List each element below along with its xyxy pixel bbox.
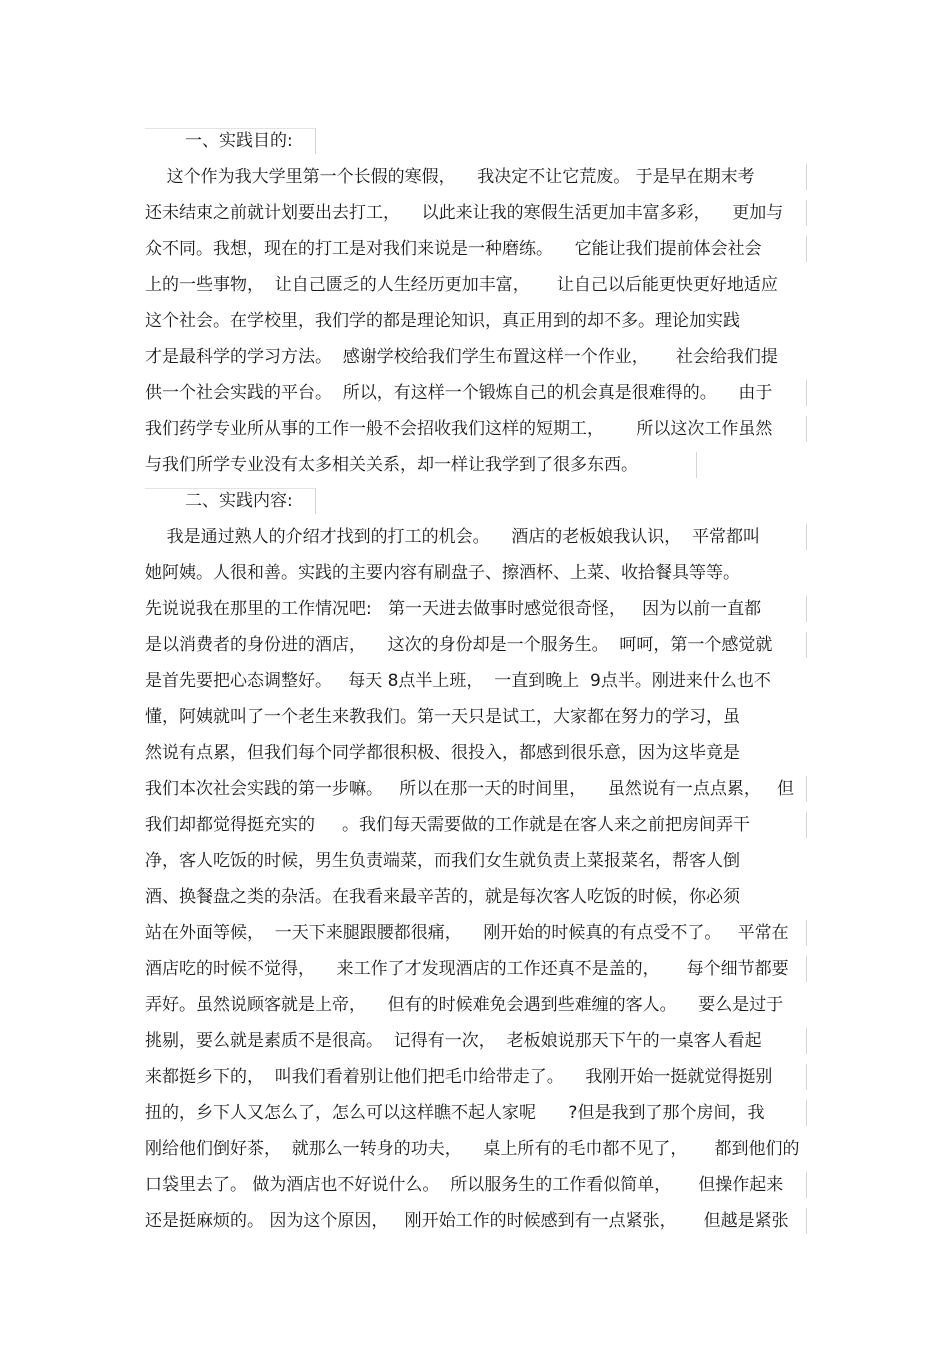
paragraph-line: 酒、换餐盘之类的杂活。在我看来最辛苦的，就是每次客人吃饭的时候，你必须: [145, 887, 740, 907]
text-frame-edge: [806, 1028, 807, 1054]
paragraph-line: 懂，阿姨就叫了一个老生来教我们。第一天只是试工，大家都在努力的学习，虽: [145, 707, 740, 727]
paragraph-line: 还未结束之前就计划要出去打工， 以此来让我的寒假生活更加丰富多彩， 更加与: [145, 203, 784, 223]
text-frame-edge: [806, 596, 807, 622]
text-frame-edge: [806, 956, 807, 982]
text-frame-edge: [696, 452, 697, 478]
text-frame-edge: [806, 1064, 807, 1090]
paragraph-line: 挑剔，要么就是素质不是很高。 记得有一次， 老板娘说那天下午的一桌客人看起: [145, 1031, 762, 1051]
text-frame-edge: [806, 164, 807, 190]
paragraph-line: 我们药学专业所从事的工作一般不会招收我们这样的短期工， 所以这次工作虽然: [145, 419, 773, 439]
paragraph-line: 才是最科学的学习方法。 感谢学校给我们学生布置这样一个作业， 社会给我们提: [145, 347, 778, 367]
paragraph-line: 众不同。我想，现在的打工是对我们来说是一种磨练。 它能让我们提前体会社会: [145, 239, 762, 259]
paragraph-line: 弄好。虽然说顾客就是上帝， 但有的时候难免会遇到些难缠的客人。 要么是过于: [145, 995, 784, 1015]
paragraph-line: 我们却都觉得挺充实的 。我们每天需要做的工作就是在客人来之前把房间弄干: [145, 815, 751, 835]
text-frame-edge: [806, 1100, 807, 1126]
paragraph-line: 口袋里去了。 做为酒店也不好说什么。 所以服务生的工作看似简单， 但操作起来: [145, 1175, 784, 1195]
paragraph-line: 我是通过熟人的介绍才找到的打工的机会。 酒店的老板娘我认识， 平常都叫: [145, 527, 761, 547]
text-frame-top: [145, 128, 315, 129]
paragraph-line: 先说说我在那里的工作情况吧: 第一天进去做事时感觉很奇怪， 因为以前一直都: [145, 599, 762, 619]
text-frame-edge: [315, 128, 316, 154]
paragraph-line: 扭的，乡下人又怎么了，怎么可以这样瞧不起人家呢 ?但是我到了那个房间，我: [145, 1103, 765, 1123]
paragraph-line: 还是挺麻烦的。 因为这个原因， 刚开始工作的时候感到有一点紧张， 但越是紧张: [145, 1211, 789, 1231]
text-frame-edge: [806, 524, 807, 550]
text-frame-edge: [806, 1208, 807, 1234]
paragraph-line: 净，客人吃饭的时候，男生负责端菜，而我们女生就负责上菜报菜名，帮客人倒: [145, 851, 740, 871]
paragraph-line: 这个社会。在学校里，我们学的都是理论知识，真正用到的却不多。理论加实践: [145, 311, 740, 331]
text-frame-edge: [806, 380, 807, 406]
section-heading-purpose: 一、实践目的:: [185, 131, 293, 151]
text-frame-edge: [806, 236, 807, 262]
paragraph-line: 酒店吃的时候不觉得， 来工作了才发现酒店的工作还真不是盖的， 每个细节都要: [145, 959, 789, 979]
paragraph-line: 她阿姨。人很和善。实践的主要内容有刷盘子、擦酒杯、上菜、收拾餐具等等。: [145, 563, 740, 583]
text-frame-edge: [806, 632, 807, 658]
paragraph-line: 刚给他们倒好茶， 就那么一转身的功夫， 桌上所有的毛巾都不见了， 都到他们的: [145, 1139, 800, 1159]
paragraph-line: 供一个社会实践的平台。 所以，有这样一个锻炼自己的机会真是很难得的。 由于: [145, 383, 773, 403]
text-frame-edge: [806, 200, 807, 226]
paragraph-line: 与我们所学专业没有太多相关关系，却一样让我学到了很多东西。: [145, 455, 638, 475]
text-frame-edge: [806, 416, 807, 442]
paragraph-line: 是以消费者的身份进的酒店， 这次的身份却是一个服务生。 呵呵，第一个感觉就: [145, 635, 773, 655]
paragraph-line: 这个作为我大学里第一个长假的寒假， 我决定不让它荒废。 于是早在期末考: [145, 167, 755, 187]
text-frame-edge: [806, 1172, 807, 1198]
paragraph-line: 是首先要把心态调整好。 每天 8点半上班， 一直到晚上 9点半。刚进来什么也不: [145, 671, 771, 691]
text-frame-edge: [315, 488, 316, 514]
text-frame-edge: [806, 812, 807, 838]
paragraph-line: 站在外面等候， 一天下来腿跟腰都很痛， 刚开始的时候真的有点受不了。 平常在: [145, 923, 789, 943]
paragraph-line: 然说有点累，但我们每个同学都很积极、很投入，都感到很乐意，因为这毕竟是: [145, 743, 740, 763]
text-frame-top: [145, 488, 315, 489]
paragraph-line: 上的一些事物， 让自己匮乏的人生经历更加丰富， 让自己以后能更快更好地适应: [145, 275, 778, 295]
text-frame-edge: [806, 920, 807, 946]
paragraph-line: 来都挺乡下的， 叫我们看着别让他们把毛巾给带走了。 我刚开始一挺就觉得挺别: [145, 1067, 773, 1087]
text-frame-edge: [806, 776, 807, 802]
paragraph-line: 我们本次社会实践的第一步嘛。 所以在那一天的时间里， 虽然说有一点点累， 但: [145, 779, 795, 799]
section-heading-content: 二、实践内容:: [185, 491, 293, 511]
